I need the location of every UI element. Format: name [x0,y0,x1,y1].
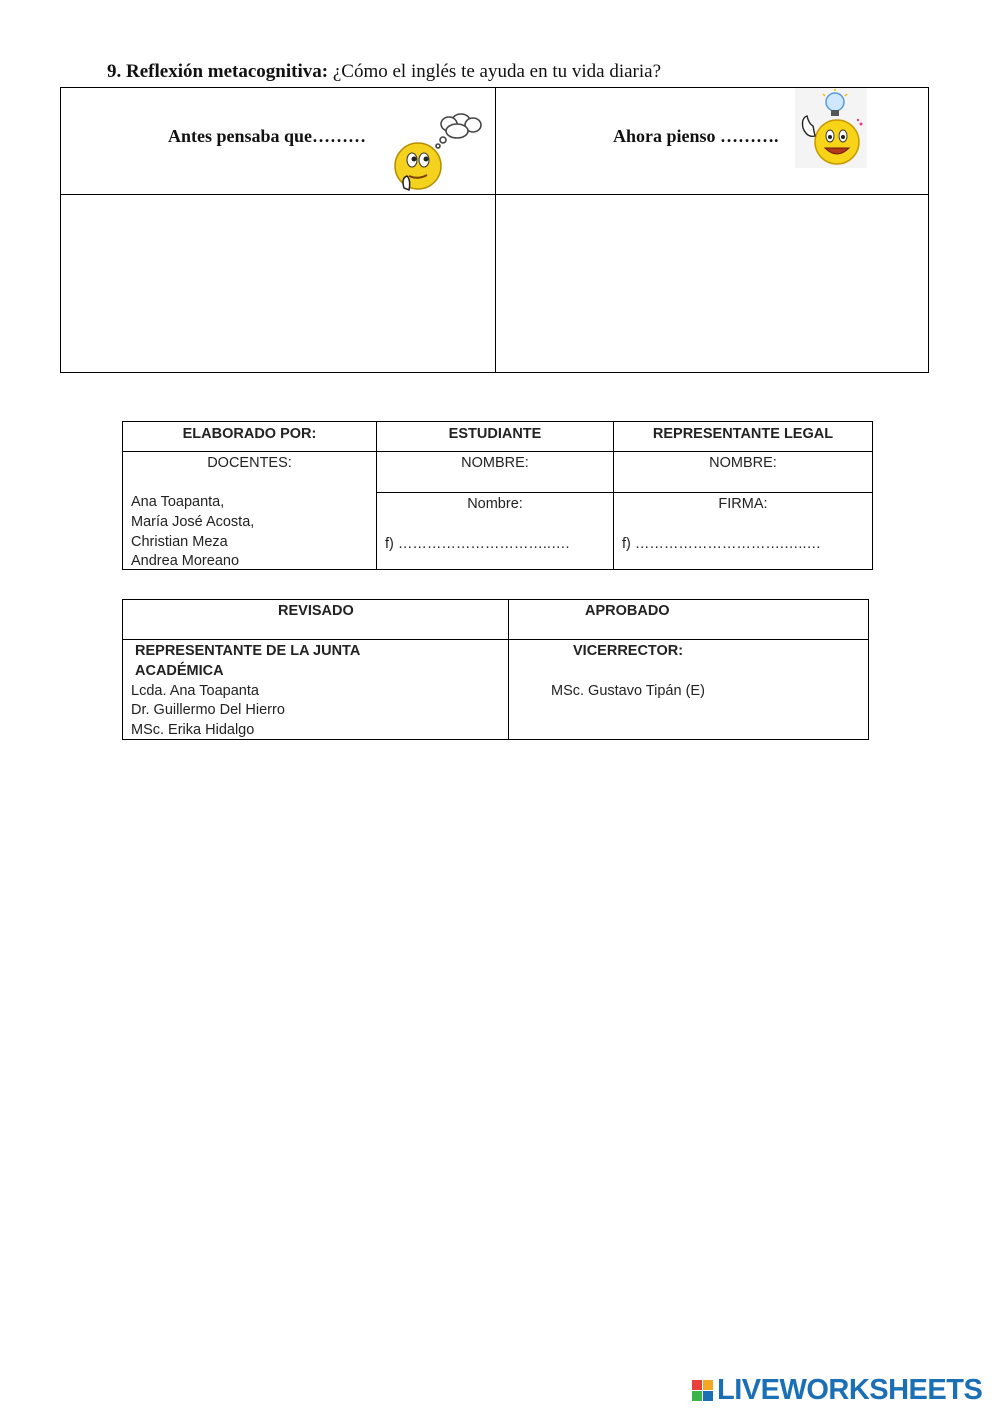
junta-member: MSc. Erika Hidalgo [131,722,255,738]
header-revisado: REVISADO [278,603,354,619]
junta-member: Lcda. Ana Toapanta [131,683,259,699]
legal-name-label: NOMBRE: [709,455,777,471]
student-name2-label: Nombre: [467,496,523,512]
vicerrector-name: MSc. Gustavo Tipán (E) [551,683,705,699]
junta-member: Dr. Guillermo Del Hierro [131,702,285,718]
idea-smiley-icon [795,88,867,168]
header-estudiante: ESTUDIANTE [448,426,542,442]
signature-table [122,421,873,570]
col-divider [508,600,509,739]
liveworksheets-logo-text: LIVEWORKSHEETS [717,1374,983,1406]
review-table [122,599,869,740]
row-divider [123,639,868,640]
student-name-label: NOMBRE: [461,455,529,471]
question-text: ¿Cómo el inglés te ayuda en tu vida diaria? [332,61,662,82]
question-number-label: 9. Reflexión metacognitiva: [107,61,329,82]
now-answer-area[interactable] [496,196,928,372]
junta-title-2: ACADÉMICA [135,663,224,679]
liveworksheets-logo-icon [692,1380,713,1401]
docente-name: María José Acosta, [131,514,255,530]
logo-tile [703,1391,713,1401]
legal-signature-line[interactable]: f) ………………………….…..… [622,536,821,552]
before-header: Antes pensaba que……… [168,126,367,146]
now-header: Ahora pienso ………. [613,126,779,146]
before-answer-area[interactable] [61,196,494,372]
logo-tile [703,1380,713,1390]
docente-name: Ana Toapanta, [131,494,225,510]
student-signature-line[interactable]: f) …………………………..…. [385,536,570,552]
thinking-smiley-icon [391,106,483,196]
junta-title: REPRESENTANTE DE LA JUNTA [135,643,361,659]
header-representante: REPRESENTANTE LEGAL [652,426,834,442]
legal-firma-label: FIRMA: [718,496,768,512]
docente-name: Andrea Moreano [131,553,240,569]
header-aprobado: APROBADO [585,603,670,619]
docente-name: Christian Meza [131,534,228,550]
liveworksheets-logo [692,1374,982,1407]
question-title [107,60,661,84]
logo-tile [692,1391,702,1401]
reflection-table [60,87,929,373]
row-divider [123,451,872,452]
docentes-label: DOCENTES: [207,455,292,471]
header-elaborado: ELABORADO POR: [182,426,317,442]
row-divider [61,194,928,195]
logo-tile [692,1380,702,1390]
row-divider [376,492,872,493]
vicerrector-title: VICERRECTOR: [573,643,684,659]
